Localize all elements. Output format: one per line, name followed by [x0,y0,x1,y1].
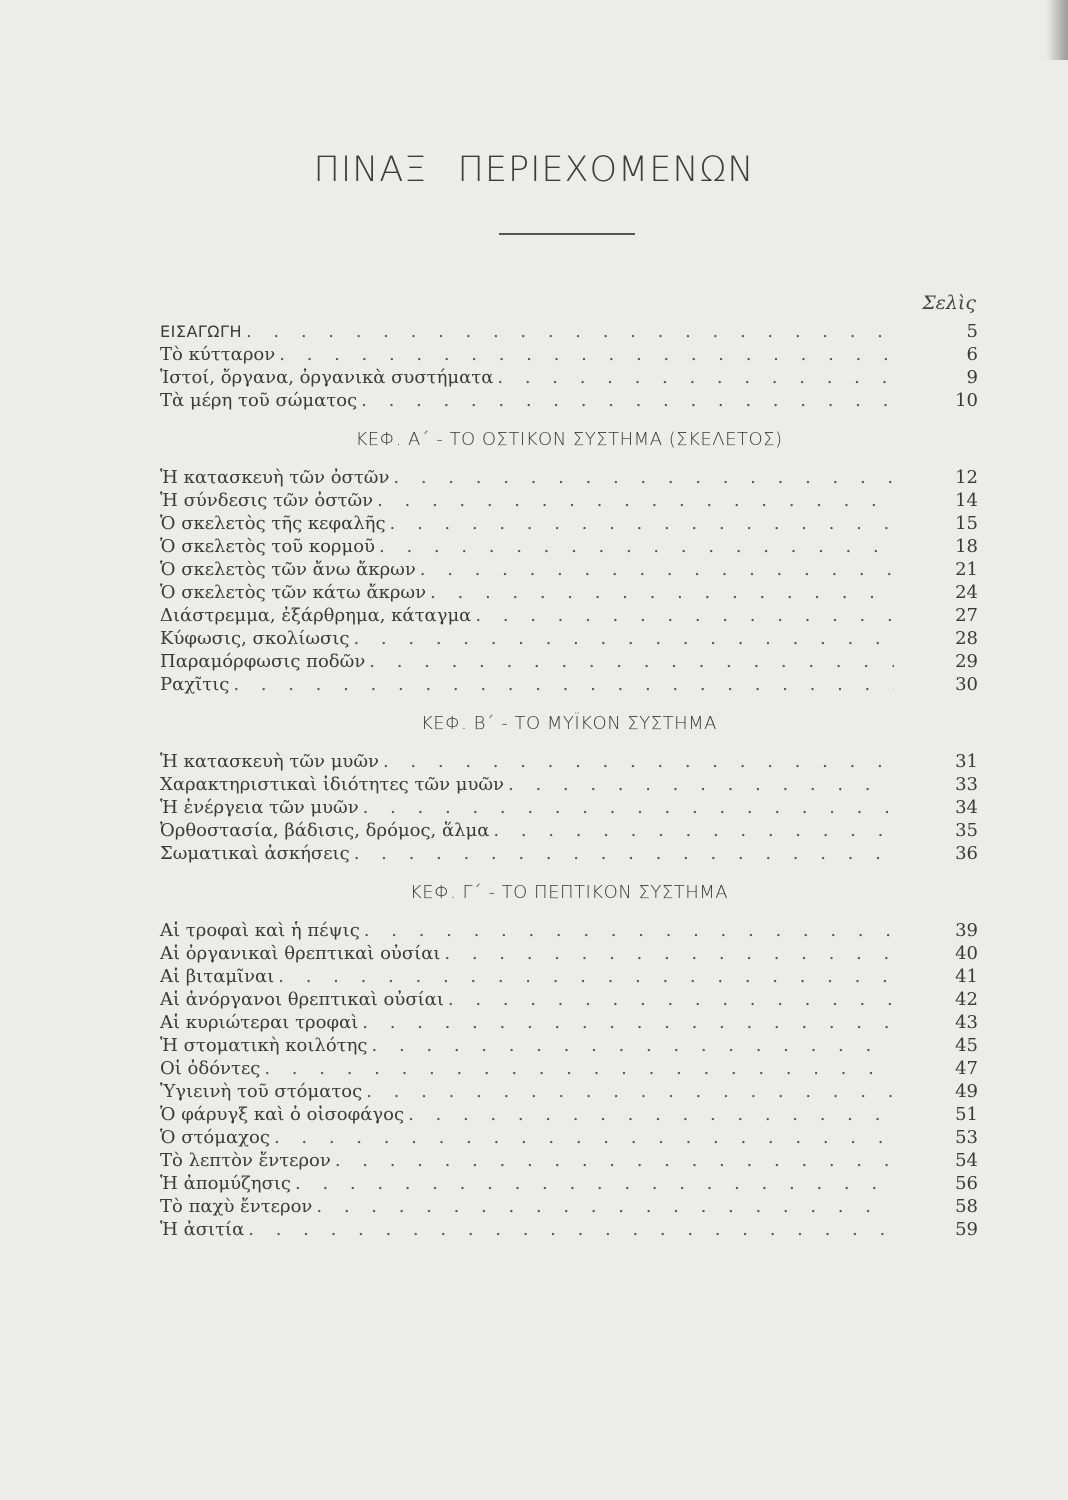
toc-entry-title: Ἡ σύνδεσις τῶν ὀστῶν [160,490,374,511]
toc-entry-title: Ραχῖτις [160,674,230,695]
toc-entry-page: 35 [955,820,978,841]
toc-entry [160,366,978,389]
toc-entry [160,1172,978,1195]
page-column-label: Σελὶς [922,292,976,314]
toc-entry-page: 5 [966,321,978,342]
toc-entry-page: 39 [955,920,978,941]
toc-entry [160,942,978,965]
toc-entry [160,1195,978,1218]
toc-entry-page: 58 [955,1196,978,1217]
toc-entry-title: Ὁ φάρυγξ καὶ ὁ οἰσοφάγος [160,1104,405,1125]
dot-leader [377,489,894,512]
page-title: ΠΙΝΑΞ ΠΕΡΙΕΧΟΜΕΝΩΝ [313,150,755,190]
toc-entry-title: Τὸ λεπτὸν ἔντερον [160,1150,331,1171]
chapter-heading: ΚΕΦ. Γ΄ - ΤΟ ΠΕΠΤΙΚΟΝ ΣΥΣΤΗΜΑ [409,882,729,903]
toc-entry-title: Διάστρεμμα, ἐξάρθρημα, κάταγμα [160,605,472,626]
toc-entry-title: Ἡ στοματικὴ κοιλότης [160,1035,368,1056]
dot-leader [420,558,894,581]
toc-entry-title: Ἡ κατασκευὴ τῶν ὀστῶν [160,467,390,488]
dot-leader [383,750,894,773]
toc-entry-title: ΕΙΣΑΓΩΓΗ [160,322,242,341]
toc-entry-page: 28 [955,628,978,649]
toc-entry-title: Ὑγιεινὴ τοῦ στόματος [160,1081,363,1102]
dot-leader [393,466,894,489]
toc-entry-page: 47 [955,1058,978,1079]
toc-entry-page: 6 [966,344,978,365]
toc-entry-title: Ἡ κατασκευὴ τῶν μυῶν [160,751,379,772]
dot-leader [274,1126,894,1149]
dot-leader [390,512,894,535]
dot-leader [335,1149,894,1172]
toc-entry [160,750,978,773]
dot-leader [279,343,894,366]
toc-entry-title: Ὁ στόμαχος [160,1127,270,1148]
dot-leader [408,1103,894,1126]
toc-entry-page: 30 [955,674,978,695]
toc-entry-title: Ἱστοί, ὄργανα, ὀργανικὰ συστήματα [160,367,494,388]
dot-leader [369,650,894,673]
toc-entry [160,627,978,650]
dot-leader [493,819,894,842]
toc-entry-page: 15 [955,513,978,534]
toc-entry [160,466,978,489]
toc-entry-page: 51 [955,1104,978,1125]
dot-leader [264,1057,894,1080]
toc-entry-page: 34 [955,797,978,818]
toc-entry-title: Ὁ σκελετὸς τῶν ἄνω ἄκρων [160,559,416,580]
toc-entry-page: 43 [955,1012,978,1033]
dot-leader [448,988,894,1011]
toc-entry [160,842,978,865]
toc-entry-title: Ὁ σκελετὸς τοῦ κορμοῦ [160,536,375,557]
toc-entry [160,796,978,819]
toc-entry [160,320,978,343]
title-underline [499,233,635,235]
dot-leader [508,773,894,796]
toc-entry [160,965,978,988]
dot-leader [278,965,894,988]
toc-entry-title: Σωματικαὶ ἀσκήσεις [160,843,350,864]
toc-entry-page: 53 [955,1127,978,1148]
dot-leader [354,842,894,865]
dot-leader [295,1172,894,1195]
toc-entry [160,1149,978,1172]
toc-entry [160,819,978,842]
toc-entry-page: 31 [955,751,978,772]
toc-entry-page: 18 [955,536,978,557]
toc-entry [160,673,978,696]
toc-entry [160,1034,978,1057]
toc-entry-page: 56 [955,1173,978,1194]
dot-leader [363,796,894,819]
toc-entry-page: 45 [955,1035,978,1056]
toc-entry-title: Κύφωσις, σκολίωσις [160,628,350,649]
toc-entry-page: 41 [955,966,978,987]
toc-entry-title: Ὁ σκελετὸς τῶν κάτω ἄκρων [160,582,427,603]
toc-entry-page: 14 [955,490,978,511]
toc-entry-page: 12 [955,467,978,488]
chapter-heading: ΚΕΦ. Α΄ - ΤΟ ΟΣΤΙΚΟΝ ΣΥΣΤΗΜΑ (ΣΚΕΛΕΤΟΣ) [355,429,783,450]
dot-leader [366,1080,894,1103]
toc-entry [160,988,978,1011]
dot-leader [497,366,894,389]
toc-entry-page: 59 [955,1219,978,1240]
dot-leader [364,919,894,942]
toc-entry [160,512,978,535]
toc-entry-page: 24 [955,582,978,603]
toc-entry-title: Αἱ ἀνόργανοι θρεπτικαὶ οὐσίαι [160,989,444,1010]
toc-entry [160,1126,978,1149]
toc-entry-title: Οἱ ὀδόντες [160,1058,261,1079]
toc-entry-title: Τὸ παχὺ ἔντερον [160,1196,313,1217]
toc-entry-page: 21 [955,559,978,580]
toc-entry-page: 42 [955,989,978,1010]
toc-entry-title: Ἡ ἐνέργεια τῶν μυῶν [160,797,359,818]
toc-entry-title: Ὀρθοστασία, βάδισις, δρόμος, ἅλμα [160,820,490,841]
dot-leader [353,627,894,650]
toc-entry-title: Αἱ τροφαὶ καὶ ἡ πέψις [160,920,360,941]
toc-entry-title: Παραμόρφωσις ποδῶν [160,651,366,672]
toc-entry-title: Χαρακτηριστικαὶ ἰδιότητες τῶν μυῶν [160,774,505,795]
toc-entry-page: 10 [955,390,978,411]
toc-entry-page: 36 [955,843,978,864]
toc-entry [160,604,978,627]
toc-entry-title: Αἱ κυριώτεραι τροφαὶ [160,1012,359,1033]
dot-leader [430,581,894,604]
dot-leader [444,942,894,965]
toc-entry [160,773,978,796]
toc-entry [160,581,978,604]
dot-leader [362,1011,894,1034]
toc-entry-title: Ἡ ἀσιτία [160,1219,245,1240]
toc-entry-page: 29 [955,651,978,672]
dot-leader [475,604,894,627]
toc-entry [160,1218,978,1241]
dot-leader [372,1034,894,1057]
toc-entry-title: Τὰ μέρη τοῦ σώματος [160,390,358,411]
table-of-contents [160,320,978,1241]
toc-entry-page: 49 [955,1081,978,1102]
toc-entry [160,1103,978,1126]
toc-entry [160,489,978,512]
dot-leader [233,673,894,696]
toc-entry-page: 27 [955,605,978,626]
toc-entry [160,558,978,581]
toc-entry-page: 40 [955,943,978,964]
toc-entry-title: Τὸ κύτταρον [160,344,276,365]
page-edge-shadow [1046,0,1068,60]
dot-leader [248,1218,894,1241]
toc-entry-page: 9 [966,367,978,388]
toc-entry-title: Ἡ ἀπομύζησις [160,1173,292,1194]
dot-leader [361,389,894,412]
toc-entry [160,650,978,673]
chapter-heading: ΚΕΦ. Β΄ - ΤΟ ΜΥΪΚΟΝ ΣΥΣΤΗΜΑ [420,713,717,734]
toc-entry [160,1011,978,1034]
toc-entry [160,1080,978,1103]
toc-entry [160,389,978,412]
toc-entry-title: Αἱ βιταμῖναι [160,966,275,987]
toc-entry-page: 54 [955,1150,978,1171]
toc-entry-page: 33 [955,774,978,795]
toc-entry-title: Αἱ ὀργανικαὶ θρεπτικαὶ οὐσίαι [160,943,441,964]
dot-leader [316,1195,894,1218]
toc-entry [160,1057,978,1080]
toc-entry [160,343,978,366]
toc-entry [160,535,978,558]
dot-leader [379,535,894,558]
toc-entry-title: Ὁ σκελετὸς τῆς κεφαλῆς [160,513,386,534]
toc-entry [160,919,978,942]
dot-leader [246,320,894,343]
